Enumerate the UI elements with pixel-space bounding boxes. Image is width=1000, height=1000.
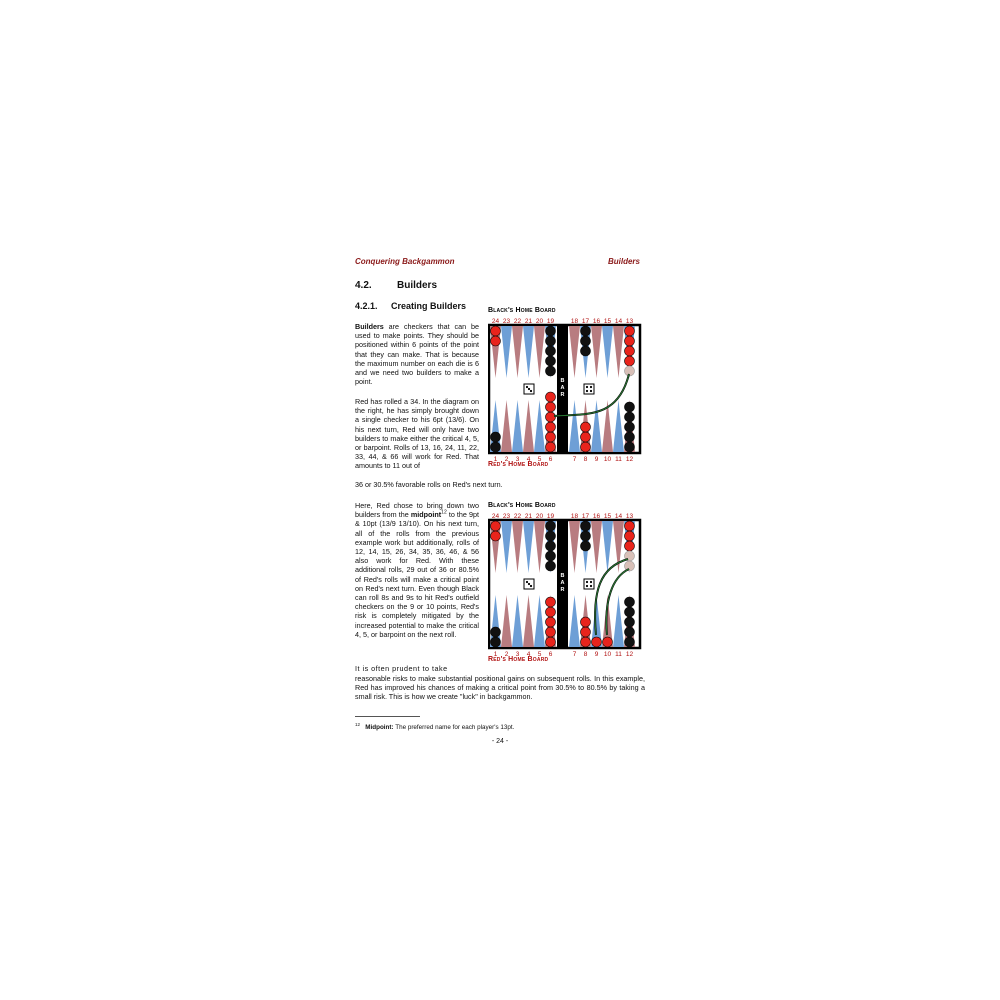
- footnote-text: The preferred name for each player's 13pt.: [393, 724, 515, 731]
- red-checker: [491, 521, 501, 531]
- paragraph-prudent-rest: reasonable risks to make substantial positional gains on subsequent rolls. In this example, Red has improved his chances of making a critical point from 30.5% to 80.5% by taking a small risk. This is how we create "luck" in backgammon.: [355, 674, 645, 702]
- black-checker: [546, 541, 556, 551]
- paragraph-midpoint-post: to the 9pt & 10pt (13/9 13/10). On his next turn, all of the rolls from the previous example work but additionally, rolls of 12, 14, 15, 26, 34, 35, 36, 46, & 56 also work for Red. With these additional rolls, 29 out of 36 or 80.5% of Red's rolls will make a critical point on Red's next turn. Even though Black can roll 8s and 9s to hit Red's outfield checkers on the 9 or 10 points, Red's risk is completely mitigated by the increased potential to make the critical 4, 5, or barpoint on the next roll.: [355, 510, 479, 639]
- board2-title-top: Black's Home Board: [488, 502, 556, 509]
- term-midpoint: midpoint: [410, 510, 442, 520]
- red-checker: [546, 402, 556, 412]
- board2-point-label: 7: [572, 651, 577, 657]
- paragraph-prudent-start: It is often prudent to take: [355, 664, 448, 673]
- red-checker: [546, 617, 556, 627]
- board1-point-label: 14: [614, 318, 623, 325]
- board1-point-label: 21: [524, 318, 533, 325]
- subsection-number: 4.2.1.: [355, 301, 378, 311]
- black-checker: [546, 346, 556, 356]
- red-checker: [581, 422, 591, 432]
- svg-text:A: A: [560, 580, 565, 586]
- board2-point-label: 18: [570, 513, 579, 520]
- paragraph-midpoint-builders: [355, 501, 479, 639]
- board2-diagram: [488, 511, 642, 657]
- board1-title-top: Black's Home Board: [488, 307, 556, 314]
- board2-point-label: 2: [504, 651, 509, 657]
- board1-diagram: [488, 316, 642, 462]
- board2-point-label: 17: [581, 513, 590, 520]
- red-checker: [546, 412, 556, 422]
- black-checker: [546, 521, 556, 531]
- svg-text:R: R: [560, 587, 565, 593]
- board2-point-label: 20: [535, 513, 544, 520]
- board2-point-label: 24: [491, 513, 500, 520]
- running-header-section: Builders: [607, 257, 640, 266]
- red-checker: [581, 432, 591, 442]
- footnote-ref: 12: [441, 509, 447, 516]
- board2-point-label: 11: [615, 651, 622, 657]
- svg-text:R: R: [560, 392, 565, 398]
- red-checker: [491, 336, 501, 346]
- red-checker: [603, 637, 613, 647]
- board2-point-label: 15: [603, 513, 612, 520]
- red-checker: [546, 392, 556, 402]
- board1-point-label: 20: [535, 318, 544, 325]
- section-title: Builders: [397, 280, 438, 291]
- section-number: 4.2.: [355, 280, 372, 291]
- red-checker: [491, 326, 501, 336]
- board2-point-label: 21: [524, 513, 533, 520]
- black-checker: [581, 336, 591, 346]
- board2-die-right: [584, 579, 594, 589]
- paragraph-builders-definition: [355, 322, 479, 386]
- black-checker: [581, 541, 591, 551]
- black-checker: [625, 637, 635, 647]
- board1-point-label: 23: [502, 318, 511, 325]
- black-checker: [491, 442, 501, 452]
- board2-point-label: 3: [515, 651, 520, 657]
- black-checker: [546, 531, 556, 541]
- black-checker: [546, 356, 556, 366]
- paragraph-builders-text: are checkers that can be used to make points. They should be positioned within 6 points of the point that they can make. That is because the maximum number on each die is 6 and we need two builders to make a point.: [355, 322, 479, 387]
- black-checker: [581, 346, 591, 356]
- paragraph-roll-34: Red has rolled a 34. In the diagram on the right, he has simply brought down a single checker to his 6pt (13/6). On his next turn, Red will only have two builders to make either the critical 4, 5, or barpoint. Rolls of 13, 16, 24, 11, 22, 33, 44, & 66 will work for Red. That amounts to 11 out of: [355, 397, 479, 471]
- black-checker: [581, 521, 591, 531]
- board2-point-label: 16: [592, 513, 601, 520]
- red-checker: [625, 326, 635, 336]
- subsection-heading: [355, 301, 466, 311]
- red-checker: [581, 637, 591, 647]
- red-checker: [546, 627, 556, 637]
- board1-point-label: 8: [583, 456, 588, 462]
- red-checker: [546, 442, 556, 452]
- board2-point-label: 1: [493, 651, 498, 657]
- black-checker: [546, 326, 556, 336]
- red-checker: [546, 422, 556, 432]
- term-builders: Builders: [355, 322, 384, 331]
- black-checker: [625, 422, 635, 432]
- board2-point-label: 13: [625, 513, 634, 520]
- board2-point-label: 5: [537, 651, 542, 657]
- black-checker: [625, 617, 635, 627]
- red-checker: [625, 346, 635, 356]
- board1-die-left: [524, 384, 534, 394]
- black-checker: [625, 627, 635, 637]
- board2-bar-label: [561, 573, 565, 593]
- board1-point-label: 6: [548, 456, 553, 462]
- board1-point-label: 16: [592, 318, 601, 325]
- board1-bar-label: [561, 378, 565, 398]
- page-number: - 24 -: [491, 738, 509, 745]
- black-checker: [625, 597, 635, 607]
- red-checker: [491, 531, 501, 541]
- board2-point-label: 22: [513, 513, 522, 520]
- running-header-title: Conquering Backgammon: [355, 257, 455, 266]
- black-checker: [546, 561, 556, 571]
- black-checker: [581, 326, 591, 336]
- footnote-divider: [355, 716, 420, 717]
- board1-point-label: 1: [493, 456, 498, 462]
- footnote-number: 12: [355, 721, 361, 727]
- black-checker: [491, 432, 501, 442]
- board1-point-label: 2: [504, 456, 509, 462]
- board1-point-label: 12: [625, 456, 634, 462]
- red-checker: [625, 356, 635, 366]
- board2-point-label: 19: [546, 513, 555, 520]
- red-checker: [546, 637, 556, 647]
- board1-point-label: 22: [513, 318, 522, 325]
- board1-point-label: 5: [537, 456, 542, 462]
- black-checker: [625, 402, 635, 412]
- red-checker: [625, 336, 635, 346]
- paragraph-midpoint-pre: Here, Red chose to bring down two builders from the: [355, 501, 479, 520]
- board1-point-label: 4: [526, 456, 531, 462]
- board1-point-label: 18: [570, 318, 579, 325]
- board1-point-label: 15: [603, 318, 612, 325]
- board1-point-label: 17: [581, 318, 590, 325]
- red-checker: [581, 442, 591, 452]
- board1-point-label: 7: [572, 456, 577, 462]
- red-checker: [581, 627, 591, 637]
- black-checker: [546, 551, 556, 561]
- red-checker: [546, 432, 556, 442]
- board1-point-label: 19: [546, 318, 555, 325]
- subsection-title: Creating Builders: [391, 301, 467, 311]
- svg-text:B: B: [560, 378, 565, 384]
- board1-title-bottom: Red's Home Board: [488, 461, 549, 468]
- board2-title-bottom: Red's Home Board: [488, 656, 549, 663]
- red-checker: [625, 531, 635, 541]
- black-checker: [581, 531, 591, 541]
- red-checker: [581, 617, 591, 627]
- paragraph-roll-34-tail: 36 or 30.5% favorable rolls on Red's next turn.: [355, 480, 503, 489]
- board2-point-label: 8: [583, 651, 588, 657]
- board1-die-right: [584, 384, 594, 394]
- black-checker: [625, 607, 635, 617]
- red-checker: [625, 521, 635, 531]
- board1-point-label: 9: [594, 456, 599, 462]
- board2-die-left: [524, 579, 534, 589]
- board2-point-label: 4: [526, 651, 531, 657]
- board2-point-label: 14: [614, 513, 623, 520]
- black-checker: [491, 637, 501, 647]
- svg-text:A: A: [560, 385, 565, 391]
- red-checker: [592, 637, 602, 647]
- board1-point-label: 24: [491, 318, 500, 325]
- board2-point-label: 10: [603, 651, 612, 657]
- board2-point-label: 23: [502, 513, 511, 520]
- section-heading: [355, 280, 437, 291]
- black-checker: [625, 432, 635, 442]
- board1-point-label: 11: [615, 456, 622, 462]
- black-checker: [625, 412, 635, 422]
- board2-point-label: 6: [548, 651, 553, 657]
- black-checker: [546, 336, 556, 346]
- footnote: [355, 721, 515, 731]
- red-checker: [546, 597, 556, 607]
- board1-point-label: 13: [625, 318, 634, 325]
- red-checker: [546, 607, 556, 617]
- board2-point-label: 12: [625, 651, 634, 657]
- red-checker: [625, 541, 635, 551]
- black-checker: [546, 366, 556, 376]
- black-checker: [491, 627, 501, 637]
- footnote-term: Midpoint:: [365, 724, 394, 731]
- board2-point-label: 9: [594, 651, 599, 657]
- svg-text:B: B: [560, 573, 565, 579]
- board1-point-label: 10: [603, 456, 612, 462]
- black-checker: [625, 442, 635, 452]
- board1-point-label: 3: [515, 456, 520, 462]
